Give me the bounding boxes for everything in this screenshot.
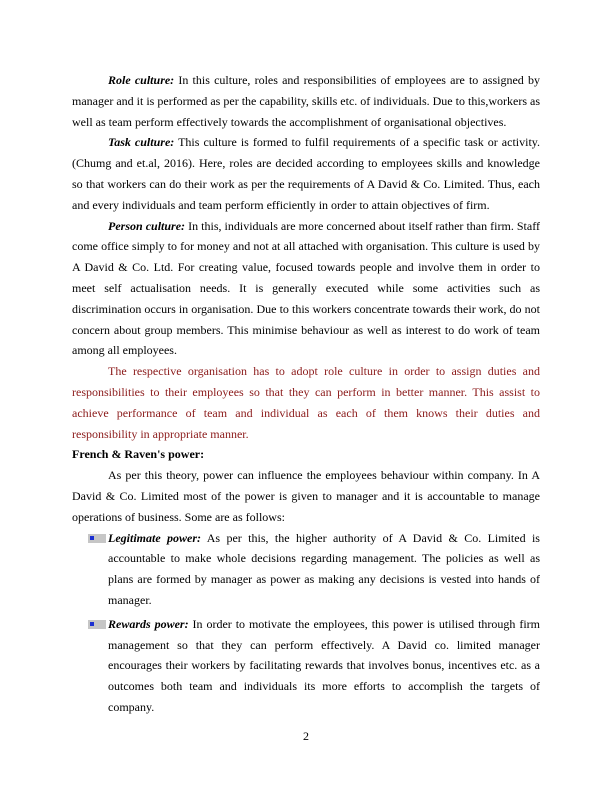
list-item-rewards-power — [72, 614, 540, 718]
page-content — [72, 70, 540, 718]
person-culture-text: In this, individuals are more concerned about itself rather than firm. Staff come office simply to for money and not at all attached with organisation. This culture is used by A David & Co. Ltd. For creating value, focused towards people and involve them in order to meet self actualisation needs. It is generally executed while some activities such as discrimination occurs in organisation. Due to this workers concentrate towards their work, do not concern about group members. This minimise behaviour as well as interest to do work of team among all employees. — [72, 218, 540, 358]
bullet-icon — [88, 534, 106, 543]
task-culture-lead: Task culture: — [108, 135, 175, 150]
task-culture-text: This culture is formed to fulfil requirements of a specific task or activity. (Chumg and et.al, 2016). Here, roles are decided according to employees skills and knowledge so that workers can do their work as per the requirements of A David & Co. Limited. Thus, each and every individuals and team perform efficiently in order to attain objectives of firm. — [72, 135, 541, 212]
legitimate-power-text: As per this, the higher authority of A David & Co. Limited is accountable to make whole decisions regarding management. The policies as well as plans are formed by manager as power as making any decisions is vested into hands of manager. — [108, 530, 540, 607]
page-number: 2 — [303, 729, 309, 743]
role-culture-lead: Role culture: — [108, 73, 175, 87]
legitimate-power-lead: Legitimate power: — [108, 530, 202, 545]
role-culture-paragraph — [72, 70, 540, 132]
conclusion-paragraph: The respective organisation has to adopt role culture in order to assign duties and responsibilities to their employees so that they can perform in better manner. This assist to achieve performance of team and individual as each of them knows their duties and responsibility in appropriate manner. — [72, 364, 540, 441]
role-culture-text: In this culture, roles and responsibilities of employees are to assigned by manager and it is performed as per the capability, skills etc. of individuals. Due to this,workers as well as team perform effectively towards the accomplishment of organisational objectives. — [72, 73, 540, 129]
rewards-power-text: In order to motivate the employees, this power is utilised through firm management so that they can perform effectively. A David co. limited manager encourages their workers by facilitating rewards that involves bonus, incentives etc. as a outcomes both team and individuals its more efforts to accomplish the targets of company. — [108, 616, 541, 714]
power-list — [72, 528, 540, 718]
french-raven-heading: French & Raven's power: — [72, 447, 205, 462]
person-culture-lead: Person culture: — [108, 218, 186, 233]
task-culture-paragraph — [72, 132, 540, 215]
power-intro-paragraph: As per this theory, power can influence the employees behaviour within company. In A David & Co. Limited most of the power is given to manager and it is accountable to manage operations of business. Some are as follows: — [72, 468, 540, 524]
bullet-icon — [88, 620, 106, 629]
rewards-power-lead: Rewards power: — [108, 616, 189, 631]
list-item-legitimate-power — [72, 528, 540, 611]
person-culture-paragraph — [72, 216, 540, 362]
